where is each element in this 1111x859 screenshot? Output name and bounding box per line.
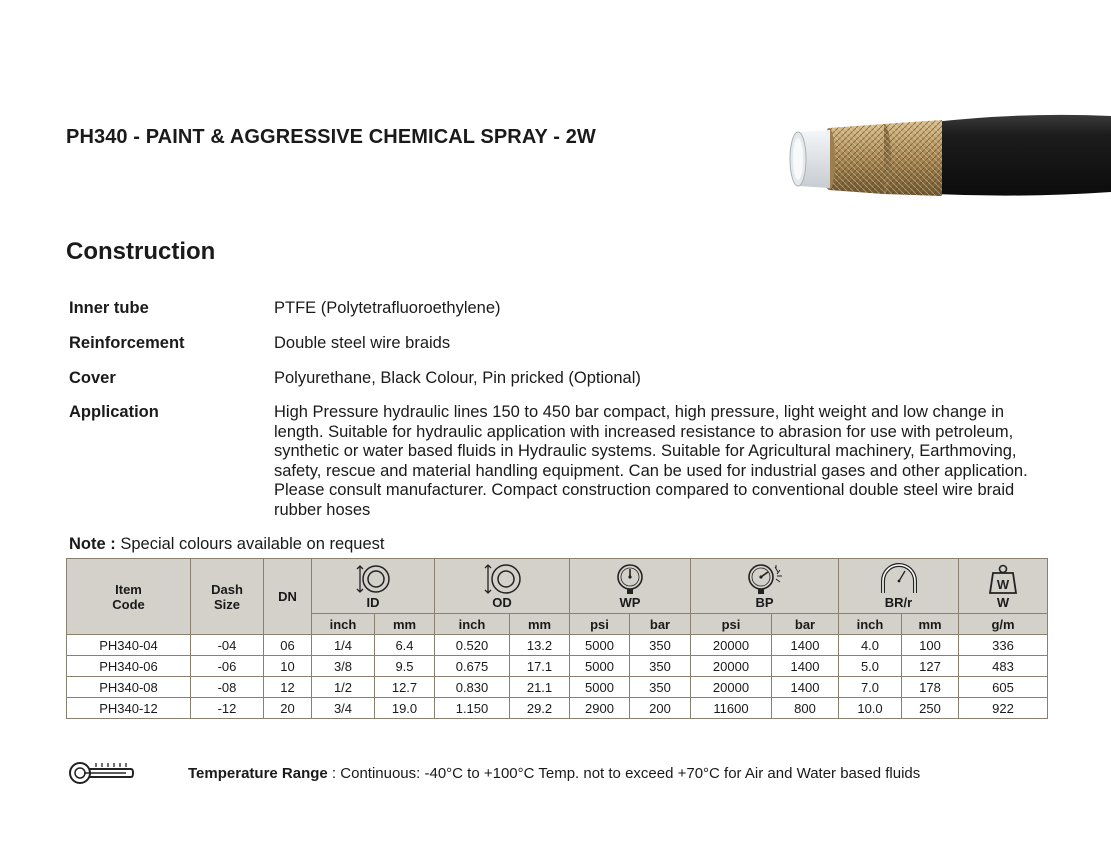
cell-bp-bar: 1400 bbox=[772, 656, 839, 677]
cell-w: 605 bbox=[959, 677, 1048, 698]
table-row bbox=[67, 698, 1048, 719]
cell-od-inch: 0.520 bbox=[435, 635, 510, 656]
cell-od-mm: 13.2 bbox=[510, 635, 570, 656]
cell-dash-size: -06 bbox=[191, 656, 264, 677]
cell-id-inch: 1/4 bbox=[312, 635, 375, 656]
header-od-label: OD bbox=[492, 594, 512, 610]
header-id-label: ID bbox=[366, 594, 380, 610]
note-label: Note : bbox=[69, 535, 116, 553]
cell-item-code: PH340-08 bbox=[67, 677, 191, 698]
cell-br-mm: 178 bbox=[902, 677, 959, 698]
cell-w: 483 bbox=[959, 656, 1048, 677]
cell-dn: 12 bbox=[264, 677, 312, 698]
header-bp-label: BP bbox=[755, 594, 774, 610]
spec-label: Reinforcement bbox=[69, 334, 185, 352]
unit-od-mm: mm bbox=[510, 614, 570, 635]
cell-br-mm: 250 bbox=[902, 698, 959, 719]
unit-id-mm: mm bbox=[375, 614, 435, 635]
cell-bp-psi: 11600 bbox=[691, 698, 772, 719]
thermometer-icon bbox=[68, 760, 134, 786]
cell-br-inch: 4.0 bbox=[839, 635, 902, 656]
cell-bp-psi: 20000 bbox=[691, 635, 772, 656]
cell-id-inch: 3/8 bbox=[312, 656, 375, 677]
cell-br-inch: 5.0 bbox=[839, 656, 902, 677]
spec-label: Cover bbox=[69, 369, 116, 387]
cell-br-mm: 127 bbox=[902, 656, 959, 677]
pressure-gauge-icon bbox=[614, 563, 646, 595]
header-w bbox=[959, 559, 1048, 614]
cell-wp-bar: 350 bbox=[630, 656, 691, 677]
table-row bbox=[67, 656, 1048, 677]
cell-item-code: PH340-12 bbox=[67, 698, 191, 719]
header-od bbox=[435, 559, 570, 614]
hose-image bbox=[784, 110, 1111, 200]
inner-diameter-icon bbox=[352, 563, 394, 595]
unit-br-inch: inch bbox=[839, 614, 902, 635]
cell-dn: 10 bbox=[264, 656, 312, 677]
cell-dash-size: -04 bbox=[191, 635, 264, 656]
cell-od-inch: 0.830 bbox=[435, 677, 510, 698]
cell-id-mm: 12.7 bbox=[375, 677, 435, 698]
unit-bp-psi: psi bbox=[691, 614, 772, 635]
header-w-label: W bbox=[996, 594, 1010, 610]
unit-wp-bar: bar bbox=[630, 614, 691, 635]
spec-value: Polyurethane, Black Colour, Pin pricked (Optional) bbox=[274, 369, 641, 387]
spec-table bbox=[66, 558, 1048, 719]
header-br-label: BR/r bbox=[884, 594, 913, 610]
cell-dn: 20 bbox=[264, 698, 312, 719]
cell-dn: 06 bbox=[264, 635, 312, 656]
note-text: Special colours available on request bbox=[115, 535, 385, 553]
section-title: Construction bbox=[66, 238, 216, 265]
cell-bp-bar: 800 bbox=[772, 698, 839, 719]
spec-value: High Pressure hydraulic lines 150 to 450 bar compact, high pressure, light weight and low change in length. Suitable for hydraulic application with increased resistance to abrasion for use with petroleum, synthetic or water based fluids in Hydraulic systems. Suitable for Agricultural machinery, Earthmoving, safety, rescue and material handling equipment. Can be used for industrial gases and other application. Please consult manufacturer. Compact construction compared to conventional double steel wire braid rubber hoses bbox=[274, 403, 1028, 519]
cell-bp-bar: 1400 bbox=[772, 677, 839, 698]
unit-bp-bar: bar bbox=[772, 614, 839, 635]
unit-wp-psi: psi bbox=[570, 614, 630, 635]
header-dash-size: Dash Size bbox=[191, 559, 264, 635]
unit-br-mm: mm bbox=[902, 614, 959, 635]
unit-od-inch: inch bbox=[435, 614, 510, 635]
weight-icon bbox=[987, 563, 1019, 595]
cell-id-inch: 1/2 bbox=[312, 677, 375, 698]
temperature-text: : Continuous: -40°C to +100°C Temp. not to exceed +70°C for Air and Water based fluids bbox=[327, 765, 921, 782]
cell-id-mm: 6.4 bbox=[375, 635, 435, 656]
cell-item-code: PH340-04 bbox=[67, 635, 191, 656]
spec-value: PTFE (Polytetrafluoroethylene) bbox=[274, 299, 501, 317]
cell-wp-psi: 5000 bbox=[570, 656, 630, 677]
cell-br-inch: 10.0 bbox=[839, 698, 902, 719]
header-wp bbox=[570, 559, 691, 614]
outer-diameter-icon bbox=[481, 563, 523, 595]
header-dn: DN bbox=[264, 559, 312, 635]
cell-bp-psi: 20000 bbox=[691, 677, 772, 698]
cell-wp-psi: 5000 bbox=[570, 677, 630, 698]
spec-label: Inner tube bbox=[69, 299, 149, 317]
spec-value: Double steel wire braids bbox=[274, 334, 451, 352]
cell-br-mm: 100 bbox=[902, 635, 959, 656]
svg-text:W: W bbox=[996, 576, 1010, 592]
cell-od-inch: 1.150 bbox=[435, 698, 510, 719]
cell-id-mm: 9.5 bbox=[375, 656, 435, 677]
header-br bbox=[839, 559, 959, 614]
header-id bbox=[312, 559, 435, 614]
cell-dash-size: -08 bbox=[191, 677, 264, 698]
cell-bp-bar: 1400 bbox=[772, 635, 839, 656]
cell-wp-psi: 2900 bbox=[570, 698, 630, 719]
cell-w: 336 bbox=[959, 635, 1048, 656]
cell-wp-psi: 5000 bbox=[570, 635, 630, 656]
cell-bp-psi: 20000 bbox=[691, 656, 772, 677]
note bbox=[69, 535, 385, 554]
temperature-label: Temperature Range bbox=[188, 765, 328, 782]
cell-od-mm: 21.1 bbox=[510, 677, 570, 698]
burst-gauge-icon bbox=[743, 563, 787, 595]
header-bp bbox=[691, 559, 839, 614]
table-row bbox=[67, 635, 1048, 656]
cell-w: 922 bbox=[959, 698, 1048, 719]
cell-od-mm: 17.1 bbox=[510, 656, 570, 677]
cell-wp-bar: 200 bbox=[630, 698, 691, 719]
spec-label: Application bbox=[69, 403, 159, 421]
cell-dash-size: -12 bbox=[191, 698, 264, 719]
header-wp-label: WP bbox=[619, 594, 641, 610]
table-row bbox=[67, 677, 1048, 698]
bend-radius-icon bbox=[877, 563, 921, 595]
header-item-code: Item Code bbox=[67, 559, 191, 635]
cell-od-mm: 29.2 bbox=[510, 698, 570, 719]
cell-br-inch: 7.0 bbox=[839, 677, 902, 698]
unit-w-gm: g/m bbox=[959, 614, 1048, 635]
cell-item-code: PH340-06 bbox=[67, 656, 191, 677]
cell-od-inch: 0.675 bbox=[435, 656, 510, 677]
page-title: PH340 - PAINT & AGGRESSIVE CHEMICAL SPRAY - 2W bbox=[66, 126, 596, 148]
cell-id-mm: 19.0 bbox=[375, 698, 435, 719]
cell-wp-bar: 350 bbox=[630, 635, 691, 656]
cell-id-inch: 3/4 bbox=[312, 698, 375, 719]
cell-wp-bar: 350 bbox=[630, 677, 691, 698]
temperature-range bbox=[188, 765, 920, 782]
unit-id-inch: inch bbox=[312, 614, 375, 635]
